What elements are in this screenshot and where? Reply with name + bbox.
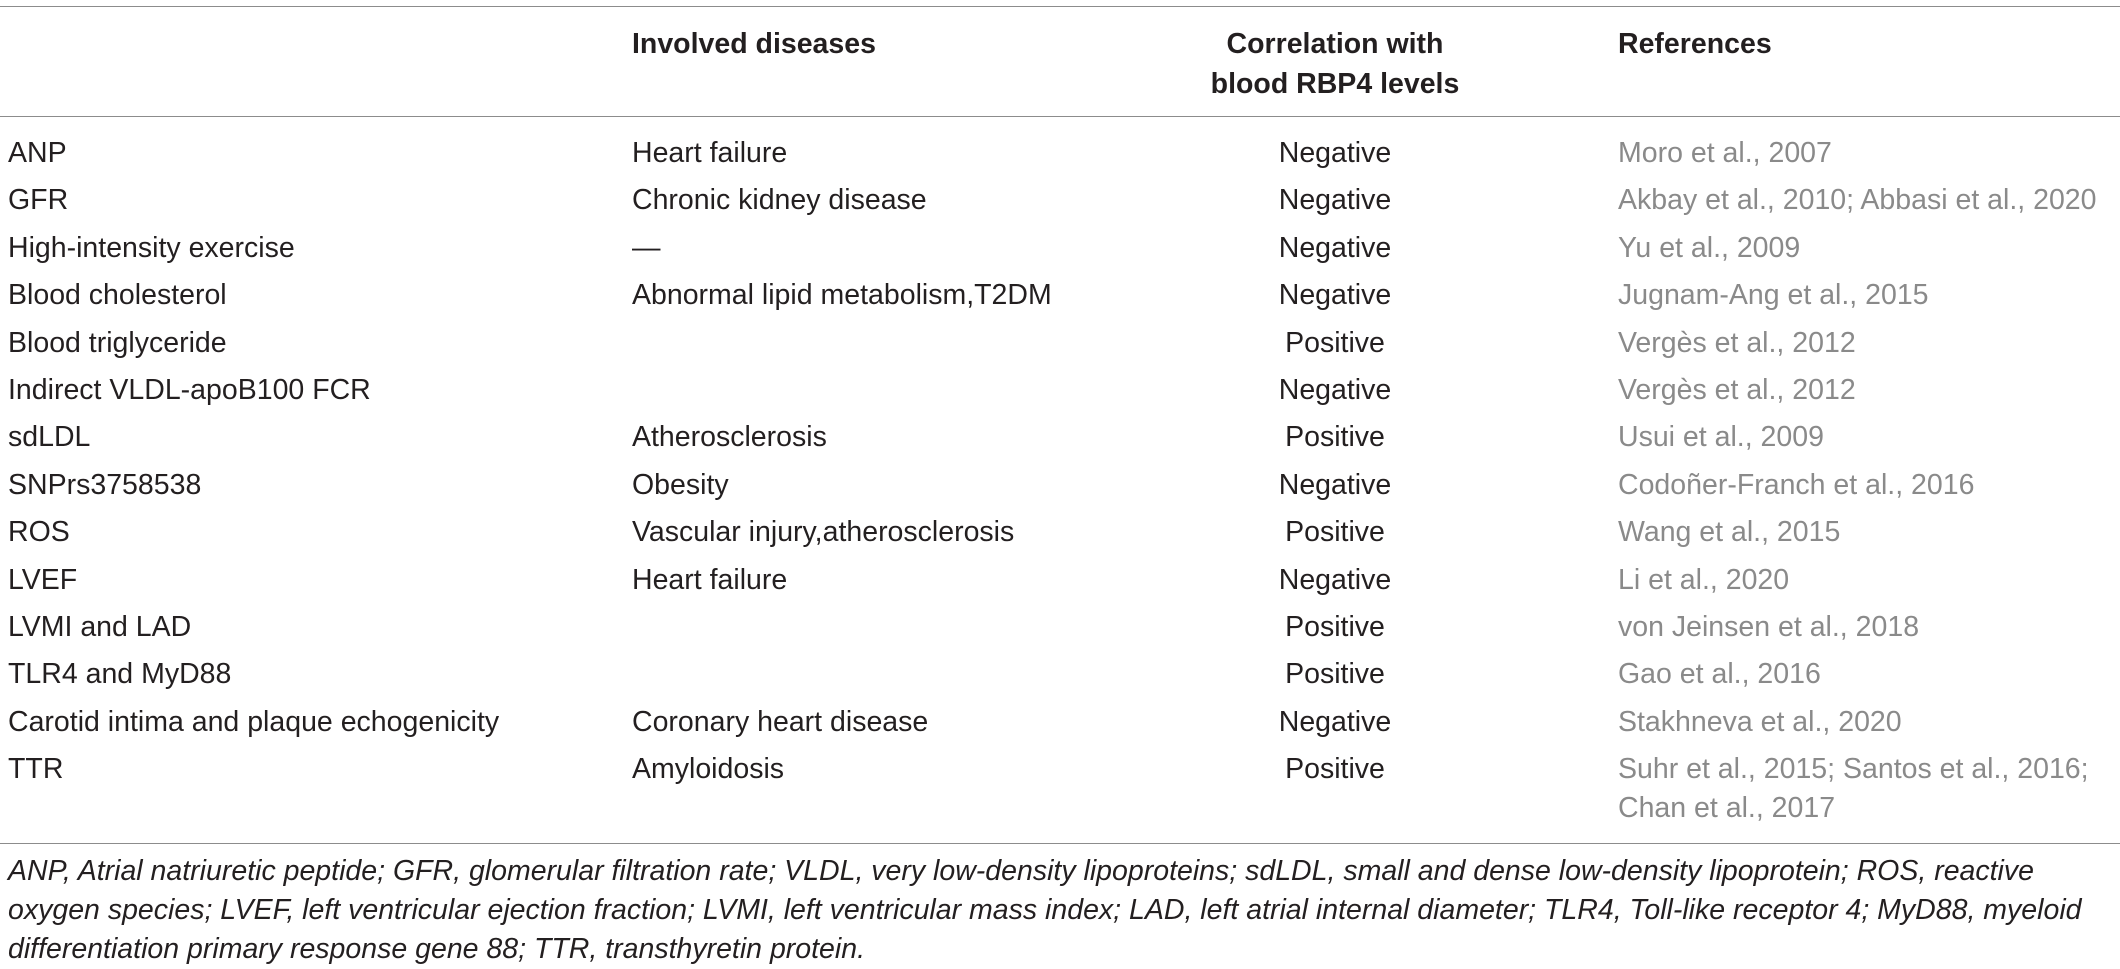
correlation-cell: Negative [1278, 563, 1392, 596]
header-involved-diseases: Involved diseases [632, 28, 876, 60]
table-body [0, 130, 2120, 832]
table-row [0, 272, 2120, 319]
correlation-cell: Positive [1285, 421, 1385, 454]
references-cell: Suhr et al., 2015; Santos et al., 2016; Chan et al., 2017 [1618, 753, 2089, 825]
references-cell: Codoñer-Franch et al., 2016 [1618, 468, 1975, 501]
table-row [0, 414, 2120, 461]
table-row [0, 557, 2120, 604]
factor-cell: LVMI and LAD [8, 610, 192, 643]
references-cell: Gao et al., 2016 [1618, 658, 1821, 691]
correlation-cell: Negative [1278, 137, 1392, 169]
header-references: References [1618, 28, 1772, 60]
table-row [0, 367, 2120, 414]
correlation-cell: Positive [1285, 326, 1385, 359]
disease-cell: — [632, 231, 661, 264]
table-row [0, 320, 2120, 367]
correlation-cell: Positive [1285, 610, 1385, 643]
references-cell: Usui et al., 2009 [1618, 421, 1824, 454]
disease-cell: Abnormal lipid metabolism,T2DM [632, 279, 1052, 312]
table-bottom-rule [0, 843, 2120, 844]
disease-cell: Obesity [632, 468, 729, 501]
header-correlation-line2: blood RBP4 levels [1210, 68, 1460, 100]
references-cell: Wang et al., 2015 [1618, 516, 1841, 549]
table-row [0, 651, 2120, 698]
table-row [0, 699, 2120, 746]
factor-cell: Carotid intima and plaque echogenicity [8, 705, 500, 738]
correlation-cell: Negative [1278, 468, 1392, 501]
factor-cell: High-intensity exercise [8, 231, 295, 264]
disease-cell: Amyloidosis [632, 753, 785, 786]
correlation-cell: Positive [1285, 516, 1385, 549]
references-cell: Moro et al., 2007 [1618, 137, 1832, 169]
table-row [0, 130, 2120, 177]
references-cell: Li et al., 2020 [1618, 563, 1790, 596]
disease-cell: Heart failure [632, 563, 788, 596]
references-cell: Jugnam-Ang et al., 2015 [1618, 279, 1929, 312]
references-cell: Vergès et al., 2012 [1618, 326, 1856, 359]
disease-cell: Vascular injury,atherosclerosis [632, 516, 1015, 549]
header-correlation-line1: Correlation with [1226, 28, 1444, 60]
factor-cell: Indirect VLDL-apoB100 FCR [8, 373, 371, 406]
correlation-cell: Negative [1278, 184, 1392, 217]
references-cell: Vergès et al., 2012 [1618, 373, 1856, 406]
disease-cell: Atherosclerosis [632, 421, 827, 454]
factor-cell: Blood cholesterol [8, 279, 227, 312]
factor-cell: ANP [8, 137, 67, 169]
table-top-rule [0, 6, 2120, 7]
table-row [0, 462, 2120, 509]
correlation-cell: Negative [1278, 231, 1392, 264]
factor-cell: TLR4 and MyD88 [8, 658, 232, 691]
correlation-cell: Positive [1285, 658, 1385, 691]
factor-cell: sdLDL [8, 421, 91, 454]
table-header-rule [0, 116, 2120, 117]
factor-cell: SNPrs3758538 [8, 468, 202, 501]
references-cell: Stakhneva et al., 2020 [1618, 705, 1902, 738]
correlation-cell: Negative [1278, 279, 1392, 312]
table-row [0, 177, 2120, 224]
factor-cell: GFR [8, 184, 69, 217]
correlation-cell: Negative [1278, 373, 1392, 406]
disease-cell: Chronic kidney disease [632, 184, 927, 217]
table-row [0, 746, 2120, 832]
factor-cell: LVEF [8, 563, 78, 596]
factor-cell: Blood triglyceride [8, 326, 227, 359]
table-row [0, 225, 2120, 272]
correlation-cell: Positive [1285, 753, 1385, 786]
references-cell: von Jeinsen et al., 2018 [1618, 610, 1920, 643]
table-row [0, 509, 2120, 556]
factor-cell: ROS [8, 516, 70, 549]
correlation-cell: Negative [1278, 705, 1392, 738]
header-correlation [1155, 24, 1515, 104]
references-cell: Yu et al., 2009 [1618, 231, 1801, 264]
disease-cell: Heart failure [632, 137, 788, 169]
factor-cell: TTR [8, 753, 64, 786]
references-cell: Akbay et al., 2010; Abbasi et al., 2020 [1618, 184, 2097, 217]
disease-cell: Coronary heart disease [632, 705, 929, 738]
table-row [0, 604, 2120, 651]
table-footnote: ANP, Atrial natriuretic peptide; GFR, glomerular filtration rate; VLDL, very low-density lipoproteins; sdLDL, small and dense low-density lipoprotein; ROS, reactive oxygen species; LVEF, left ventricular ejection fraction; LVMI, left ventricular mass index; LAD, left atrial internal diameter; TLR4, Toll-like receptor 4; MyD88, myeloid differentiation primary response gene 88; TTR, transthyretin protein. [8, 855, 2082, 965]
